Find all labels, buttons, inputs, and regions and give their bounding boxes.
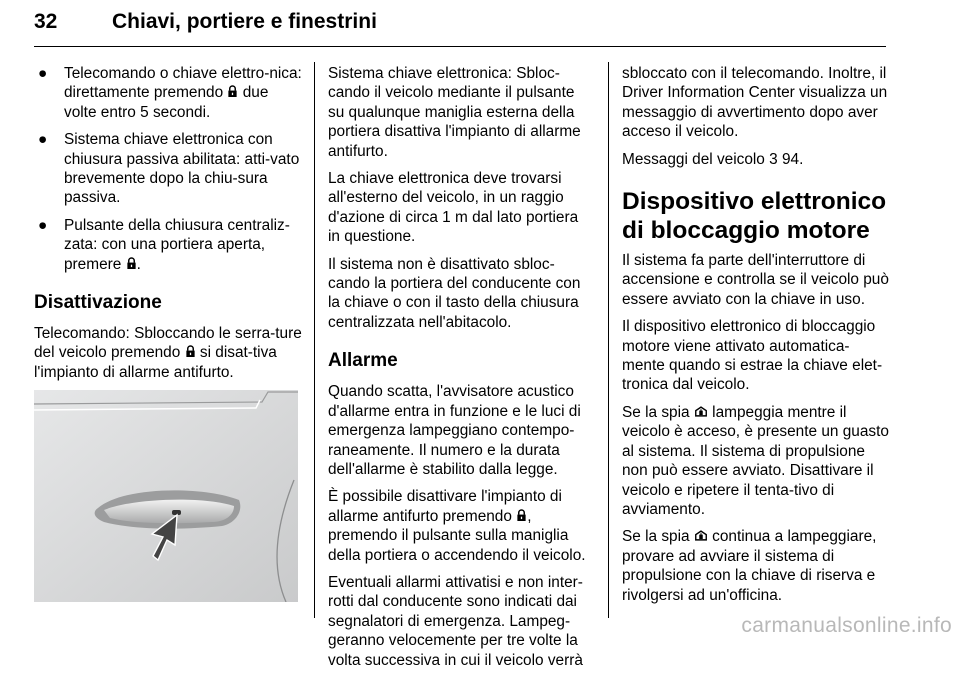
text: Telecomando: Sbloccando le serra-ture del veicolo premendo xyxy=(34,325,302,362)
page-number: 32 xyxy=(34,10,58,33)
text: continua a lampeggiare, provare ad avviare il sistema di propulsione con la chiave di riserva e rivolgersi ad un'officina. xyxy=(622,528,877,604)
bullet-dot: ● xyxy=(38,131,48,149)
text: si disat-tiva l'impianto di allarme antifurto. xyxy=(34,344,277,381)
bullet-text: Telecomando o chiave elettro-nica: direttamente premendo xyxy=(64,65,302,102)
watermark: carmanualsonline.info xyxy=(741,614,952,637)
section-title: Dispositivo elettronico di bloccaggio motore xyxy=(622,188,887,245)
text: , premendo il pulsante sulla maniglia della portiera o accendendo il veicolo. xyxy=(328,507,586,564)
paragraph xyxy=(34,324,302,382)
cross-reference-arrow-icon[interactable]: 3 xyxy=(769,150,778,168)
bullet-dot: ● xyxy=(38,216,48,234)
text: Se la spia xyxy=(622,403,690,421)
padlock-icon xyxy=(185,345,196,358)
paragraph: Il dispositivo elettronico di bloccaggio motore viene attivato automatica-mente quando si estrae la chiave elet-tronica dal veicolo. xyxy=(622,318,883,394)
paragraph: sbloccato con il telecomando. Inoltre, il Driver Information Center visualizza un messaggio di avvertimento dopo aver acceso il veicolo. xyxy=(622,65,888,141)
column-divider xyxy=(608,62,609,618)
paragraph: Il sistema fa parte dell'interruttore di accensione e controlla se il veicolo può essere avviato con la chiave in uso. xyxy=(622,252,889,308)
padlock-icon xyxy=(126,257,137,270)
column-right xyxy=(622,64,890,613)
page-header xyxy=(34,10,886,50)
immobilizer-icon xyxy=(694,529,708,542)
bullet-text: Sistema chiave elettronica con chiusura passiva abilitata: atti-vato brevemente dopo la chiu-sura passiva. xyxy=(64,131,300,207)
column-left xyxy=(34,64,302,602)
column-middle xyxy=(328,64,592,678)
list-item xyxy=(34,216,302,274)
padlock-icon xyxy=(516,509,527,522)
paragraph: Sistema chiave elettronica: Sbloc-cando il veicolo mediante il pulsante su qualunque maniglia esterna della portiera disattiva l'impianto di allarme antifurto. xyxy=(328,65,581,160)
section-heading: Disattivazione xyxy=(34,292,162,314)
bullet-text: . xyxy=(136,255,141,273)
bullet-list xyxy=(34,64,302,274)
paragraph xyxy=(622,527,890,605)
paragraph xyxy=(622,150,890,169)
text: lampeggia mentre il veicolo è acceso, è presente un guasto al sistema. Il sistema di propulsione non può essere avviato. Disattivare il veicolo e ripetere il tenta-tivo di avviamento. xyxy=(622,403,889,518)
section-heading: Allarme xyxy=(328,350,398,372)
page-reference[interactable]: 94. xyxy=(782,150,804,168)
text: Se la spia xyxy=(622,528,690,546)
paragraph: Il sistema non è disattivato sbloc-cando la portiera del conducente con la chiave o con il tasto della chiusura centralizzata nell'abitacolo. xyxy=(328,255,581,331)
door-handle-illustration xyxy=(34,390,298,602)
paragraph: Quando scatta, l'avvisatore acustico d'allarme entra in funzione e le luci di emergenza lampeggiano contempo-raneamente. Il numero e la durata dell'allarme è stabilito dalla legge. xyxy=(328,383,581,478)
list-item xyxy=(34,130,302,208)
bullet-text: due volte entro 5 secondi. xyxy=(64,84,269,121)
padlock-icon xyxy=(227,85,238,98)
paragraph: Eventuali allarmi attivatisi e non inter-rotti dal conducente sono indicati dai segnalatori di emergenza. Lampeg-geranno velocemente per tre volte la volta successiva in cui il veicolo verrà xyxy=(328,573,583,669)
text: È possibile disattivare l'impianto di allarme antifurto premendo xyxy=(328,488,562,525)
paragraph xyxy=(622,403,890,519)
bullet-dot: ● xyxy=(38,65,48,82)
paragraph xyxy=(328,487,592,565)
immobilizer-icon xyxy=(694,405,708,418)
paragraph: La chiave elettronica deve trovarsi all'esterno del veicolo, in un raggio d'azione di circa 1 m dal lato portiera in questione. xyxy=(328,170,579,246)
list-item xyxy=(34,64,302,122)
column-divider xyxy=(314,62,315,618)
bullet-text: Pulsante della chiusura centraliz-zata: con una portiera aperta, premere xyxy=(64,216,290,273)
running-title: Chiavi, portiere e finestrini xyxy=(112,10,377,33)
text: Messaggi del veicolo xyxy=(622,150,765,168)
header-rule xyxy=(34,46,886,47)
